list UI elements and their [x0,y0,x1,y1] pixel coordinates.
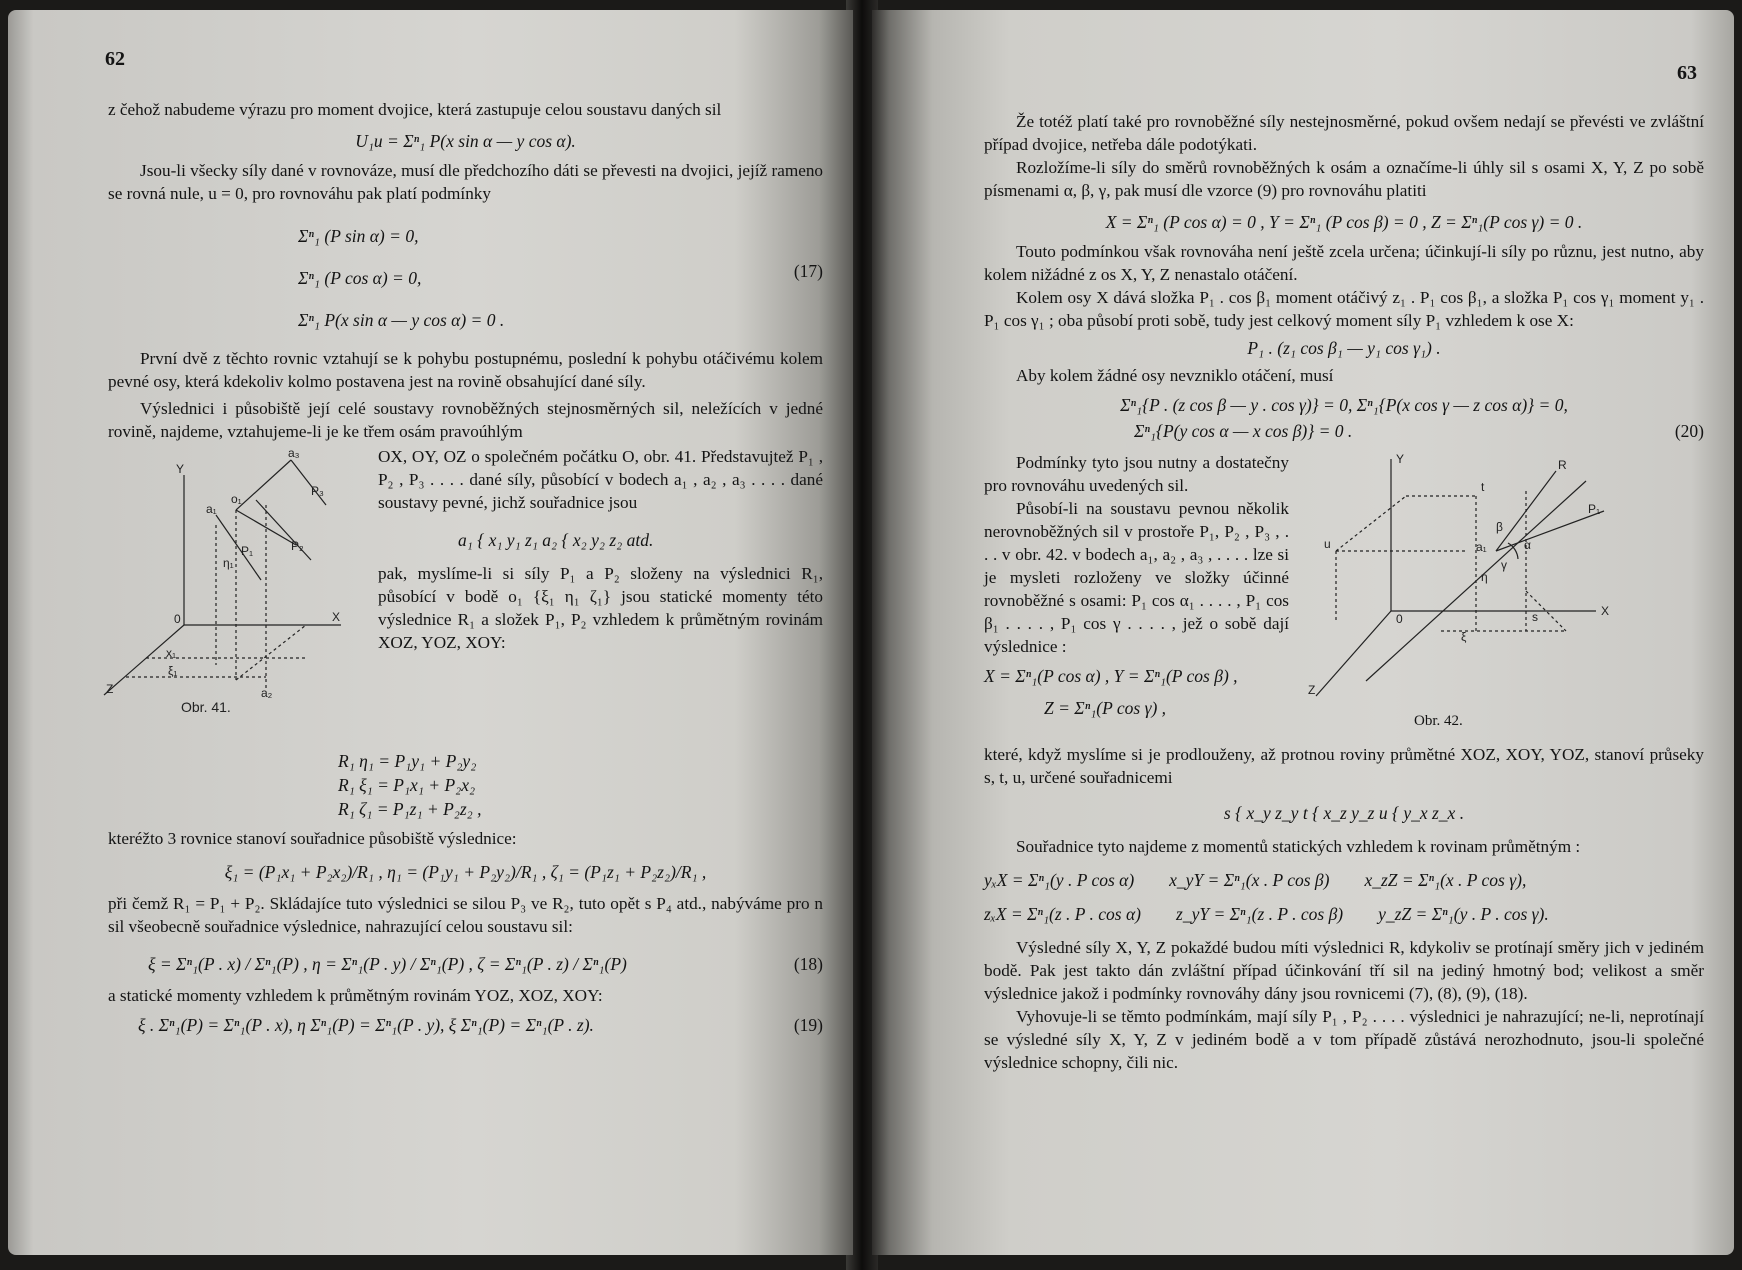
moment-equations-row2: zₓX = Σⁿ₁(z . P . cos α) z_yY = Σⁿ₁(z . P . cos β) y_zZ = Σⁿ₁(y . P . cos γ). [984,904,1549,924]
equation-20a: Σⁿ₁{P . (z cos β — y . cos γ)} = 0, Σⁿ₁{P(x cos γ — z cos α)} = 0, [1120,395,1568,415]
fig42-gamma-label: γ [1501,558,1507,572]
right-paragraph-10: Výsledné síly X, Y, Z pokaždé budou míti výslednici R, kdykoliv se protínají směry jich v jediném bodě. Pak jest takto dán zvláštní případ účinkování tří sil na jediný hmotný bod; velikost a směr výslednice jakož i podmínky rovnováhy dány jsou rovnicemi (7), (8), (9), (18). [984,938,1704,1003]
equation-19: ξ . Σⁿ₁(P) = Σⁿ₁(P . x), η Σⁿ₁(P) = Σⁿ₁(P . y), ξ Σⁿ₁(P) = Σⁿ₁(P . z). [138,1015,594,1035]
left-paragraph-8: a statické momenty vzhledem k průmětným rovinám YOZ, XOZ, XOY: [108,986,603,1005]
page-number-right: 63 [1677,62,1697,84]
coordinates-s-t-u: s { x_y z_y t { x_z y_z u { y_x z_x . [1223,803,1465,823]
equation-20b: Σⁿ₁{P(y cos α — x cos β)} = 0 . [1134,421,1353,441]
equation-resultants-xy: X = Σⁿ₁(P cos α) , Y = Σⁿ₁(P cos β) , [984,666,1238,686]
equation-group-17 [108,215,823,341]
moment-eq-zeta: R₁ ζ₁ = P₁z₁ + P₂z₂ , [338,799,482,819]
right-paragraph-1: Že totéž platí také pro rovnoběžné síly nestejnosměrné, pokud ovšem nedají se převésti ve zvláštní případ dvojice, netřeba dále podotýkati. [984,112,1704,154]
left-paragraph-2: Jsou-li všecky síly dané v rovnováze, musí dle předchozího dáti se převesti na dvojici, jejíž rameno se rovná nule, u = 0, pro rovnováhu pak platí podmínky [108,161,824,203]
fig42-s-label: s [1532,610,1538,624]
right-paragraph-9: Souřadnice tyto najdeme z momentů statických vzhledem k rovinam průmětným : [1016,837,1581,856]
figure-41-block [108,445,823,715]
equation-group-20 [984,419,1704,443]
fig42-beta-label: β [1496,520,1503,534]
figure-41-diagram [96,445,341,715]
fig42-u-label: u [1324,537,1331,551]
right-paragraph-5: Aby kolem žádné osy nevzniklo otáčení, musí [1016,366,1334,385]
equation-18: ξ = Σⁿ₁(P . x) / Σⁿ₁(P) , η = Σⁿ₁(P . y) / Σⁿ₁(P) , ζ = Σⁿ₁(P . z) / Σⁿ₁(P) [148,954,627,974]
equation-group-18 [108,952,823,976]
fig41-caption: Obr. 41. [181,699,231,715]
equation-17b: Σⁿ₁ (P cos α) = 0, [298,268,422,288]
fig42-eta-label: η [1481,570,1488,584]
fig42-x-label: X [1601,604,1610,618]
fig42-y-label: Y [1396,452,1405,466]
fig41-xi1-label: ξ₁ [168,664,178,678]
right-paragraph-11: Vyhovuje-li se těmto podmínkám, mají síly P₁ , P₂ . . . . výslednici je nahrazující; ne-li, neprotínají se výsledné síly X, Y, Z v jediném bodě a v tom případě zůstává nerozhodnuto, jsou-li společné výslednice schopny, čili nic. [984,1007,1704,1072]
fig42-z-label: Z [1308,683,1316,697]
equation-tag-17: (17) [793,261,823,281]
fig41-p3-label: P₃ [311,484,324,498]
right-paragraph-4: Kolem osy X dává složka P₁ . cos β₁ moment otáčivý z₁ . P₁ cos β₁, a složka P₁ cos γ₁ moment y₁ . P₁ cos γ₁ ; oba působí proti sobě, tudy jest celkový moment síly P₁ vzhledem k ose X: [984,288,1704,330]
fig41-x-label: X [332,610,341,624]
coordinates-a1-a2: a₁ { x₁ y₁ z₁ a₂ { x₂ y₂ z₂ atd. [458,530,654,550]
fig41-y-label: Y [176,462,185,476]
equation-couple-moment: U₁u = Σⁿ₁ P(x sin α — y cos α). [355,131,576,151]
fig41-z-label: Z [106,682,114,696]
fig42-xi-label: ξ [1461,630,1467,644]
fig42-caption: Obr. 42. [1414,713,1463,729]
figure-42-block [984,451,1704,791]
fig41-a3-label: a₃ [288,446,300,460]
fig42-t-label: t [1481,480,1485,494]
right-paragraph-7: Působí-li na soustavu pevnou několik nerovnoběžných sil v prostoře P₁, P₂ , P₃ , . . . v obr. 42. v bodech a₁, a₂ , a₃ , . . . . lze si je mysleti rozloženy ve složky účinné rovnoběžné s osami: P₁ cos α₁ . . . . , P₁ cos β₁ . . . . , P₁ cos γ . . . . , jež o sobě dají výslednice : [984,499,1289,656]
right-page [872,10,1734,1255]
equation-xyz-equilibrium: X = Σⁿ₁ (P cos α) = 0 , Y = Σⁿ₁ (P cos β) = 0 , Z = Σⁿ₁(P cos γ) = 0 . [1105,212,1583,232]
fig41-origin-label: 0 [174,612,181,626]
moment-equations [338,749,823,821]
right-paragraph-8: které, když myslíme si je prodlouženy, až protnou roviny průmětné XOZ, XOY, YOZ, stanoví průseky s, t, u, určené souřadnicemi [984,745,1704,787]
left-paragraph-1: z čehož nabudeme výrazu pro moment dvojice, která zastupuje celou soustavu daných sil [108,100,722,119]
moment-eq-eta: R₁ η₁ = P₁y₁ + P₂y₂ [338,751,477,771]
equation-17c: Σⁿ₁ P(x sin α — y cos α) = 0 . [298,310,505,330]
right-paragraph-3: Touto podmínkou však rovnováha není ještě zcela určena; účinkují-li síly po různu, jest nutno, aby kolem nižádné z os X, Y, Z nenastalo otáčení. [984,242,1704,284]
figure-42-text [984,451,1289,720]
left-paragraph-4b: OX, OY, OZ o společném počátku O, obr. 41. Představujtež P₁ , P₂ , P₃ . . . . dané síly, působící v bodech a₁ , a₂ , a₃ . . . . dané soustavy pevné, jichž souřadnice jsou [378,447,823,512]
fig42-origin-label: 0 [1396,612,1403,626]
moment-eq-xi: R₁ ξ₁ = P₁x₁ + P₂x₂ [338,775,476,795]
fig41-p2-label: P₂ [291,539,304,553]
left-paragraph-7: při čemž R₁ = P₁ + P₂. Skládajíce tuto výslednici se silou P₃ ve R₂, tuto opět s P₄ atd., nabýváme pro n sil všeobecně souřadnice výslednice, nahrazující celou soustavu sil: [108,894,823,936]
page-number-left: 62 [105,48,125,70]
equation-group-19 [108,1013,823,1037]
equation-resultant-point: ξ₁ = (P₁x₁ + P₂x₂)/R₁ , η₁ = (P₁y₁ + P₂y₂)/R₁ , ζ₁ = (P₁z₁ + P₂z₂)/R₁ , [224,862,707,882]
fig41-o1-label: o₁ [231,492,242,506]
equation-total-moment: P₁ . (z₁ cos β₁ — y₁ cos γ₁) . [1247,338,1441,358]
left-paragraph-3: První dvě z těchto rovnic vztahují se k pohybu postupnému, poslední k pohybu otáčivému kolem pevné osy, která kdekoliv kolmo postavena jest na rovině obsahující dané síly. [108,349,823,391]
fig41-x1-label: x₁ [166,646,177,660]
left-paragraph-4: Výslednici i působiště její celé soustavy rovnoběžných stejnosměrných sil, neležících v jedné rovině, najdeme, vztahujeme-li je ke třem osám pravoúhlým [108,399,823,441]
fig42-alpha-label: α [1524,538,1531,552]
fig41-eta1-label: η₁ [223,556,234,570]
moment-equations-row1: yₓX = Σⁿ₁(y . P cos α) x_yY = Σⁿ₁(x . P cos β) x_zZ = Σⁿ₁(x . P cos γ), [984,870,1527,890]
figure-42-diagram [1296,451,1701,711]
fig41-a1-label: a₁ [206,502,217,516]
fig42-r-label: R [1558,458,1567,472]
left-page [8,10,853,1255]
fig41-p1-label: P₁ [241,544,254,558]
fig42-p1-label: P₁ [1588,502,1601,516]
equation-resultant-z: Z = Σⁿ₁(P cos γ) , [1044,698,1167,718]
figure-41-text [378,445,823,654]
fig42-a1-label: a₁ [1476,540,1487,554]
left-paragraph-5: pak, myslíme-li si síly P₁ a P₂ složeny na výslednici R₁, působící v bodě o₁ {ξ₁ η₁ ζ₁} jsou statické momenty této výslednice R₁ a složek P₁, P₂ vzhledem k průmětným rovinám XOZ, YOZ, XOY: [378,564,823,652]
equation-17a: Σⁿ₁ (P sin α) = 0, [298,226,419,246]
right-paragraph-2: Rozložíme-li síly do směrů rovnoběžných k osám a označíme-li úhly sil s osami X, Y, Z po sobě písmenami α, β, γ, pak musí dle vzorce (9) pro rovnováhu platiti [984,158,1704,200]
right-paragraph-6: Podmínky tyto jsou nutny a dostatečny pro rovnováhu uvedených sil. [984,453,1289,495]
equation-tag-18: (18) [793,954,823,974]
equation-tag-20: (20) [1674,421,1704,441]
equation-tag-19: (19) [793,1015,823,1035]
fig41-a2-label: a₂ [261,686,273,700]
left-paragraph-6: kteréžto 3 rovnice stanoví souřadnice působiště výslednice: [108,829,517,848]
